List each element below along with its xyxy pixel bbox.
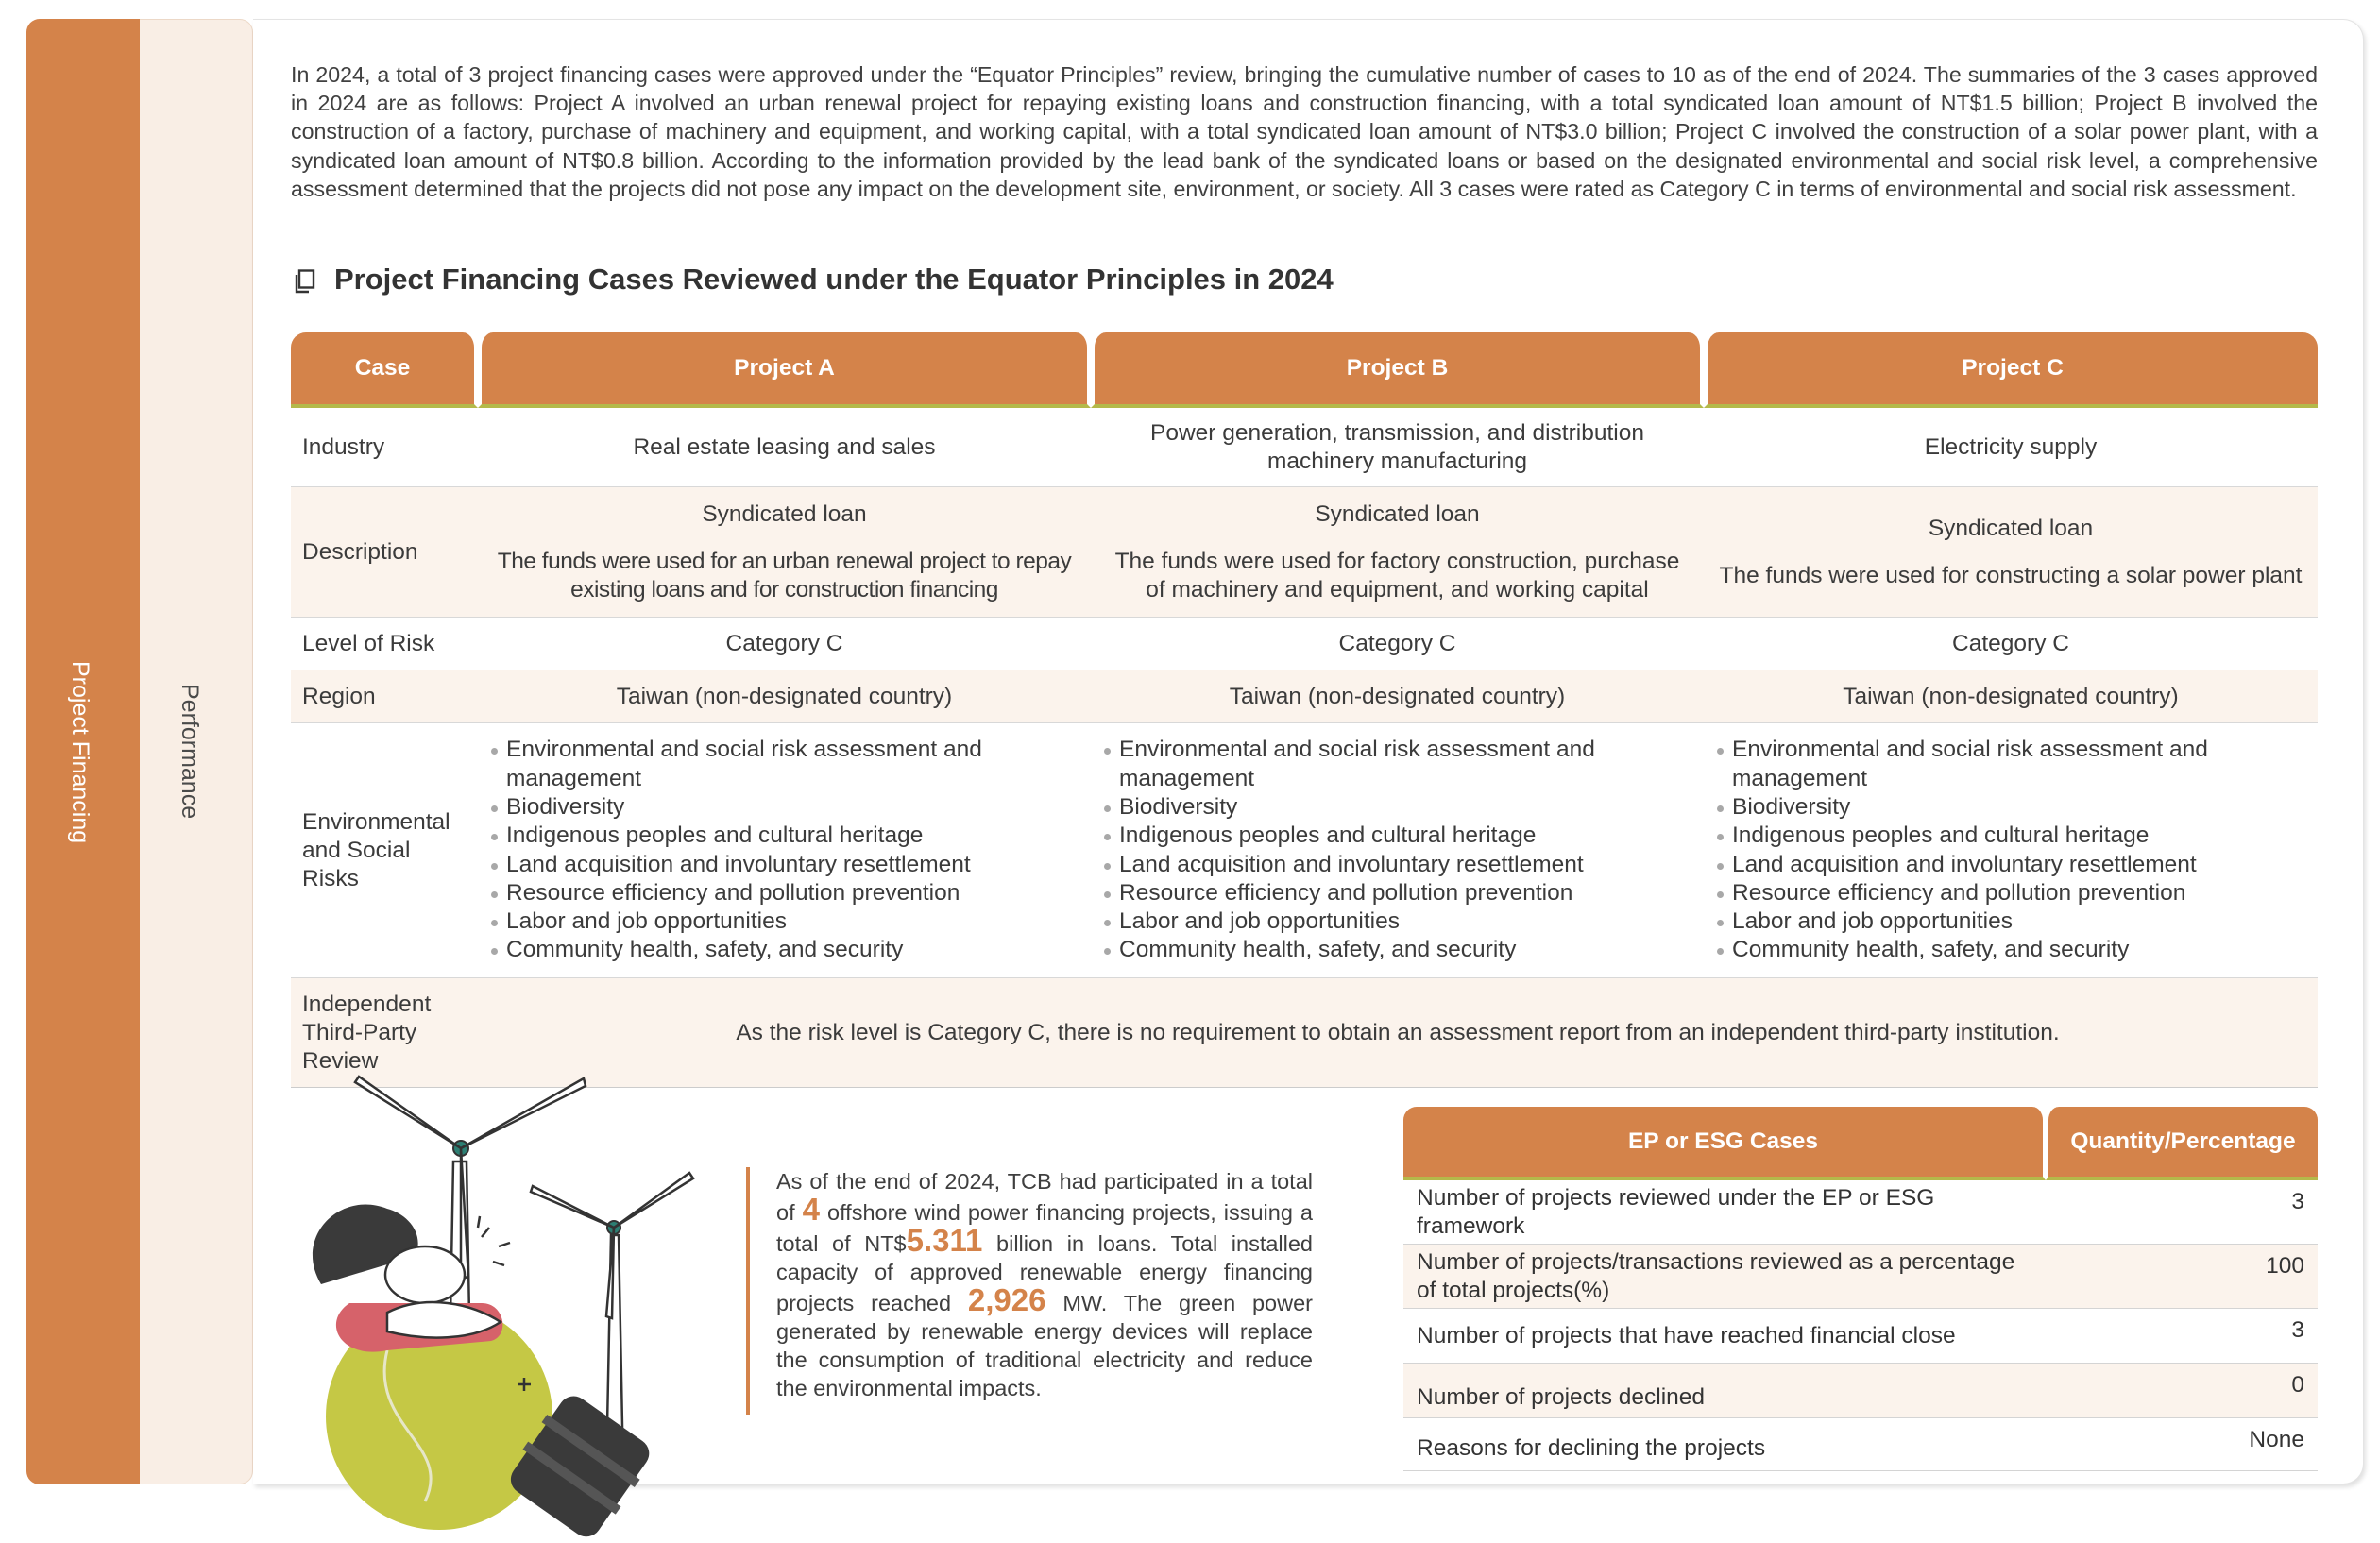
ep-row-value: 100: [2046, 1245, 2318, 1309]
header-quantity: Quantity/Percentage: [2046, 1107, 2318, 1180]
loan-type-a: Syndicated loan: [702, 500, 867, 527]
list-item: Community health, safety, and security: [489, 936, 1080, 964]
header-project-a: Project A: [478, 332, 1091, 408]
stat-loan-amount: 5.311: [906, 1223, 983, 1258]
header-ep-esg-cases: EP or ESG Cases: [1403, 1107, 2046, 1180]
loan-type-b: Syndicated loan: [1315, 500, 1480, 527]
cell-env-social-c: [1704, 723, 2318, 978]
narrative-part1: As of the end of 2024, TCB had participated in a total of: [776, 1169, 1313, 1225]
cell-region-b: Taiwan (non-designated country): [1091, 670, 1704, 723]
risk-list-b: [1102, 736, 1692, 964]
section-title: [295, 263, 1334, 297]
cell-description-c: [1704, 487, 2318, 618]
list-item: Indigenous peoples and cultural heritage: [1102, 822, 1692, 850]
risk-list-a: [489, 736, 1080, 964]
sidebar-tab1-label: Project Financing: [67, 661, 94, 844]
header-project-b: Project B: [1091, 332, 1704, 408]
cell-env-social-a: [478, 723, 1091, 978]
loan-type-c: Syndicated loan: [1928, 515, 2094, 541]
row-label-region: Region: [291, 670, 478, 723]
wind-energy-illustration: [283, 1067, 737, 1539]
list-item: Labor and job opportunities: [1715, 907, 2306, 936]
cell-review: As the risk level is Category C, there is no requirement to obtain an assessment report from an independent third-party institution.: [478, 978, 2318, 1088]
row-label-risk: Level of Risk: [291, 618, 478, 670]
list-item: Resource efficiency and pollution prevention: [1102, 879, 1692, 907]
table-row-region: [291, 670, 2318, 723]
row-label-review: Independent Third-Party Review: [291, 978, 478, 1088]
list-item: Indigenous peoples and cultural heritage: [489, 822, 1080, 850]
cell-env-social-b: [1091, 723, 1704, 978]
description-detail-b: The funds were used for factory construction, purchase of machinery and equipment, and working capital: [1114, 548, 1680, 602]
table-row: [1403, 1364, 2318, 1418]
sidebar-tab2-label: Performance: [177, 684, 203, 820]
list-item: Biodiversity: [489, 793, 1080, 822]
table-row-env-social: [291, 723, 2318, 978]
list-item: Resource efficiency and pollution prevention: [489, 879, 1080, 907]
document-icon: [295, 267, 315, 292]
list-item: Land acquisition and involuntary resettlement: [1102, 851, 1692, 879]
stat-projects-count: 4: [802, 1192, 820, 1227]
table-row-risk: [291, 618, 2318, 670]
cell-industry-b: Power generation, transmission, and distribution machinery manufacturing: [1091, 408, 1704, 487]
list-item: Biodiversity: [1715, 793, 2306, 822]
narrative-accent-bar: [746, 1167, 750, 1415]
header-case: Case: [291, 332, 478, 408]
stat-capacity: 2,926: [967, 1282, 1046, 1317]
row-label-description: Description: [291, 487, 478, 618]
row-label-env-social: Environmental and Social Risks: [291, 723, 478, 978]
list-item: Labor and job opportunities: [489, 907, 1080, 936]
ep-esg-cases-table: [1403, 1107, 2318, 1471]
cell-industry-a: Real estate leasing and sales: [478, 408, 1091, 487]
cell-description-a: [478, 487, 1091, 618]
equator-cases-table: [291, 332, 2318, 1088]
cell-industry-c: Electricity supply: [1704, 408, 2318, 487]
list-item: Environmental and social risk assessment and management: [1102, 736, 1692, 793]
ep-row-value: 0: [2046, 1364, 2318, 1418]
description-detail-c: The funds were used for constructing a solar power plant: [1719, 562, 2303, 588]
intro-paragraph: In 2024, a total of 3 project financing cases were approved under the “Equator Principles” review, bringing the cumulative number of cases to 10 as of the end of 2024. The summaries of the 3 cases approved in 2024 are as follows: Project A involved an urban renewal project for repaying existing loans and construction financing, with a total syndicated loan amount of NT$1.5 billion; Project B involved the construction of a factory, purchase of machinery and equipment, and working capital, with a total syndicated loan amount of NT$3.0 billion; Project C involved the construction of a solar power plant, with a syndicated loan amount of NT$0.8 billion. According to the information provided by the lead bank of the syndicated loans or based on the designated environmental and social risk level, a comprehensive assessment determined that the projects did not pose any impact on the development site, environment, or society. All 3 cases were rated as Category C in terms of environmental and social risk assessment.: [291, 62, 2318, 201]
cell-risk-a: Category C: [478, 618, 1091, 670]
cell-description-b: [1091, 487, 1704, 618]
cell-region-a: Taiwan (non-designated country): [478, 670, 1091, 723]
table-row: [1403, 1418, 2318, 1471]
narrative-part4: MW. The green power generated by renewable energy devices will replace the consumption of traditional electricity and reduce the environmental impacts.: [776, 1291, 1313, 1400]
cell-region-c: Taiwan (non-designated country): [1704, 670, 2318, 723]
ep-row-label: Reasons for declining the projects: [1403, 1418, 2046, 1471]
table-row-industry: [291, 408, 2318, 487]
list-item: Land acquisition and involuntary resettlement: [1715, 851, 2306, 879]
header-project-c: Project C: [1704, 332, 2318, 408]
cell-risk-b: Category C: [1091, 618, 1704, 670]
list-item: Community health, safety, and security: [1102, 936, 1692, 964]
list-item: Environmental and social risk assessment and management: [489, 736, 1080, 793]
cell-risk-c: Category C: [1704, 618, 2318, 670]
description-detail-a: The funds were used for an urban renewal project to repay existing loans and for construction financing: [497, 548, 1072, 602]
list-item: Labor and job opportunities: [1102, 907, 1692, 936]
ep-row-value: None: [2046, 1418, 2318, 1471]
sidebar-tab-project-financing[interactable]: [26, 19, 140, 1484]
ep-row-label: Number of projects declined: [1403, 1364, 2046, 1418]
table-row-description: [291, 487, 2318, 618]
narrative-part2: offshore wind power financing projects, issuing a total of NT$: [776, 1200, 1313, 1256]
row-label-industry: Industry: [291, 408, 478, 487]
list-item: Indigenous peoples and cultural heritage: [1715, 822, 2306, 850]
ep-row-label: Number of projects that have reached financial close: [1403, 1309, 2046, 1364]
list-item: Biodiversity: [1102, 793, 1692, 822]
ep-row-label: Number of projects/transactions reviewed as a percentage of total projects(%): [1403, 1245, 2046, 1309]
narrative-part3: billion in loans. Total installed capacity of approved renewable energy financing projects reached: [776, 1231, 1313, 1315]
table-row: [1403, 1180, 2318, 1245]
list-item: Resource efficiency and pollution prevention: [1715, 879, 2306, 907]
table-row: [1403, 1245, 2318, 1309]
ep-row-label: Number of projects reviewed under the EP or ESG framework: [1403, 1180, 2046, 1245]
sidebar-tab-performance[interactable]: [140, 19, 253, 1484]
risk-list-c: [1715, 736, 2306, 964]
ep-row-value: 3: [2046, 1309, 2318, 1364]
wind-financing-narrative: [776, 1167, 1313, 1402]
list-item: Environmental and social risk assessment and management: [1715, 736, 2306, 793]
ep-row-value: 3: [2046, 1180, 2318, 1245]
table-row: [1403, 1309, 2318, 1364]
section-title-text: Project Financing Cases Reviewed under the Equator Principles in 2024: [334, 263, 1334, 296]
list-item: Community health, safety, and security: [1715, 936, 2306, 964]
list-item: Land acquisition and involuntary resettlement: [489, 851, 1080, 879]
